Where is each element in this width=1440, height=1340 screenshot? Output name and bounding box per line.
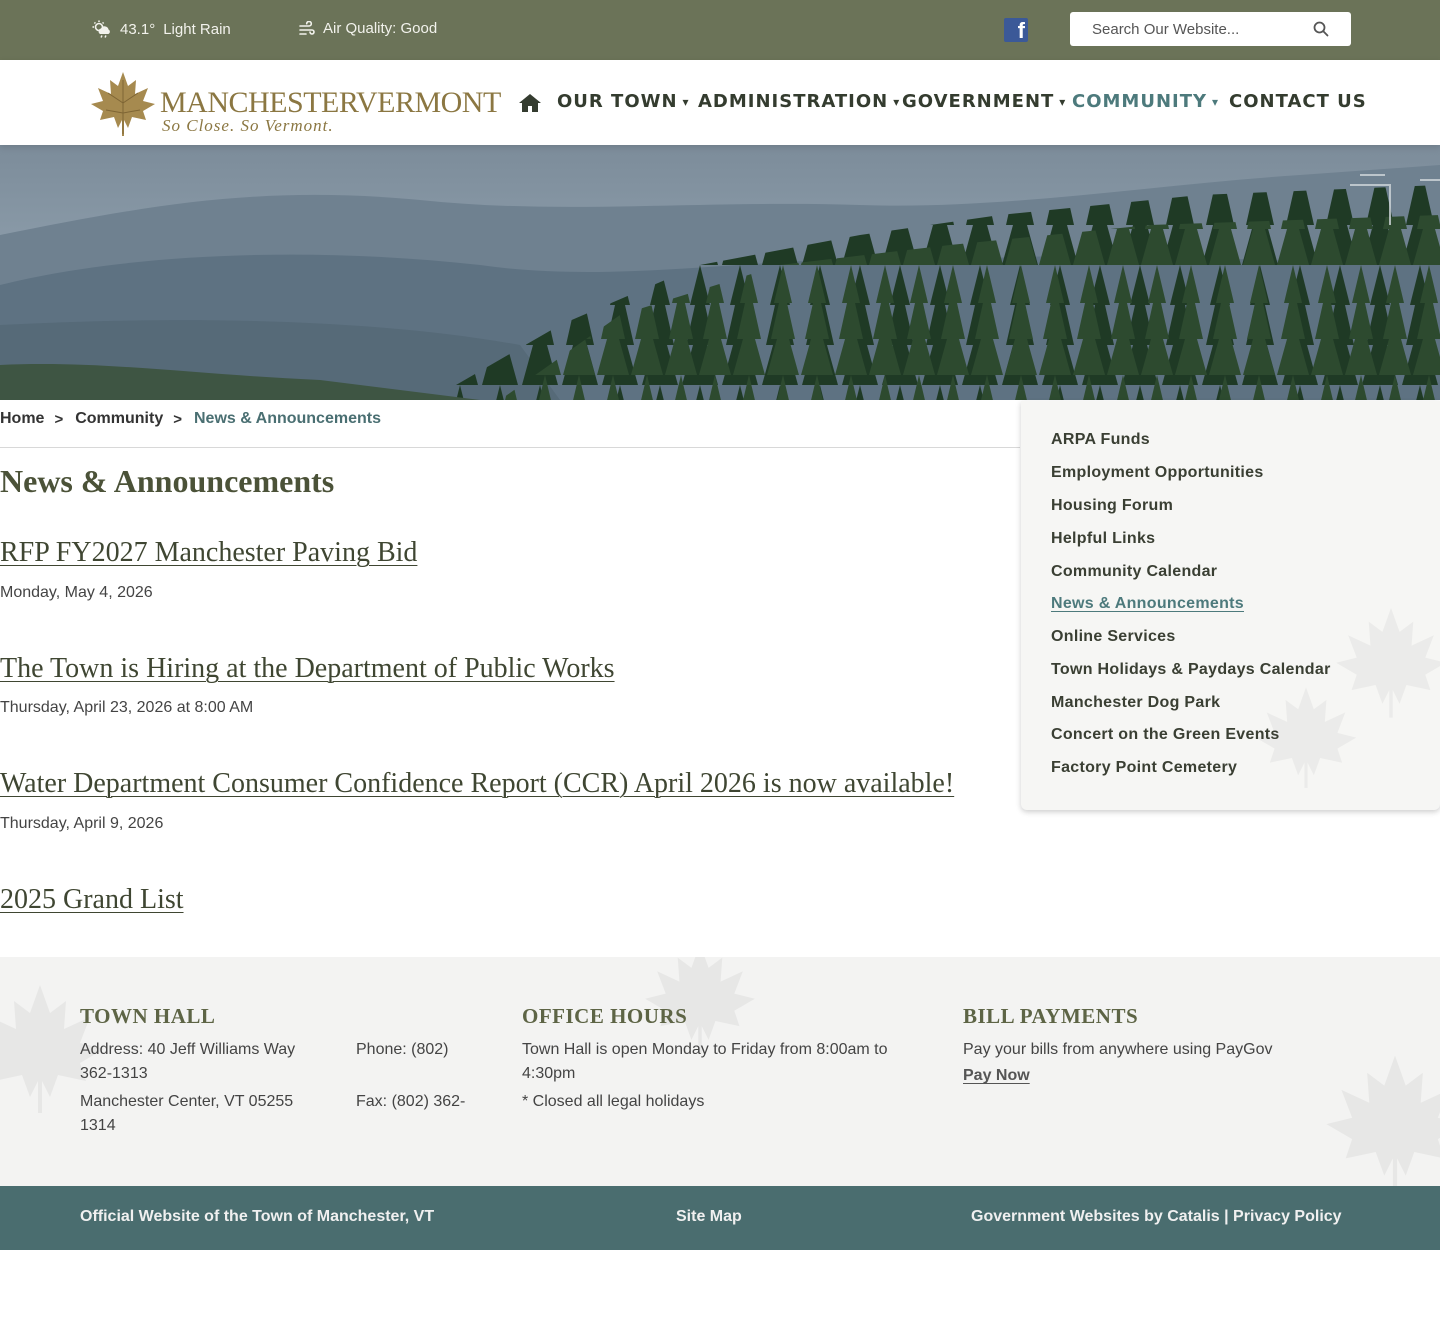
site-logo[interactable] xyxy=(88,68,501,138)
site-header xyxy=(0,60,1440,145)
nav-government[interactable]: GOVERNMENT ▾ xyxy=(902,91,1067,112)
weather-temp: 43.1° xyxy=(120,20,156,38)
logo-name: MANCHESTERVERMONT xyxy=(160,86,501,119)
wind-icon xyxy=(299,21,315,37)
office-hours-note: * Closed all legal holidays xyxy=(522,1093,705,1110)
news-item-title[interactable]: The Town is Hiring at the Department of Public Works xyxy=(0,653,615,684)
sidebar-item-online-services[interactable]: Online Services xyxy=(1051,628,1176,645)
sidebar-item-employment[interactable]: Employment Opportunities xyxy=(1051,464,1264,481)
air-quality-text: Air Quality: Good xyxy=(323,20,438,37)
official-website-text: Official Website of the Town of Manchester, VT xyxy=(80,1208,435,1225)
footer xyxy=(0,957,1440,1186)
logo-tagline: So Close. So Vermont. xyxy=(162,116,334,135)
site-map-link[interactable]: Site Map xyxy=(676,1208,742,1225)
news-item-date: Thursday, April 23, 2026 at 8:00 AM xyxy=(0,699,254,716)
sidebar-item-community-calendar[interactable]: Community Calendar xyxy=(1051,563,1218,580)
news-item-title[interactable]: RFP FY2027 Manchester Paving Bid xyxy=(0,537,418,568)
footer-heading-town-hall: TOWN HALL xyxy=(80,1004,216,1028)
sidebar-nav xyxy=(1021,401,1440,810)
sidebar-item-arpa-funds[interactable]: ARPA Funds xyxy=(1051,431,1150,448)
pay-now-link[interactable]: Pay Now xyxy=(963,1067,1030,1084)
town-hall-fax: Fax: (802) 362-1314 xyxy=(80,1093,466,1134)
breadcrumb-community[interactable]: Community xyxy=(75,410,164,427)
sidebar-item-cemetery[interactable]: Factory Point Cemetery xyxy=(1051,759,1238,776)
town-hall-address-line2: Manchester Center, VT 05255 xyxy=(80,1093,294,1110)
nav-our-town[interactable]: OUR TOWN ▾ xyxy=(557,91,690,112)
nav-contact-us[interactable]: CONTACT US xyxy=(1229,91,1367,112)
search-icon[interactable] xyxy=(1313,21,1329,37)
town-hall-phone: Phone: (802) 362-1313 xyxy=(80,1041,449,1082)
sidebar-item-helpful-links[interactable]: Helpful Links xyxy=(1051,530,1156,547)
maple-leaf-icon xyxy=(88,68,158,138)
home-icon[interactable] xyxy=(518,93,542,113)
page-title: News & Announcements xyxy=(0,463,335,499)
facebook-icon[interactable]: f xyxy=(1004,18,1028,42)
news-item-title[interactable]: 2025 Grand List xyxy=(0,884,184,915)
footer-heading-office-hours: OFFICE HOURS xyxy=(522,1004,688,1028)
weather-rain-icon xyxy=(92,20,112,38)
caret-down-icon: ▾ xyxy=(893,94,901,109)
town-hall-address-line1: Address: 40 Jeff Williams Way xyxy=(80,1041,296,1058)
weather-desc: Light Rain xyxy=(163,20,231,38)
office-hours-text: Town Hall is open Monday to Friday from 8:00am to 4:30pm xyxy=(522,1041,888,1082)
maple-leaf-icon xyxy=(1320,1047,1440,1186)
caret-down-icon: ▾ xyxy=(682,94,690,109)
breadcrumb-current: News & Announcements xyxy=(193,410,381,427)
nav-administration[interactable]: ADMINISTRATION ▾ xyxy=(698,91,901,112)
caret-down-icon: ▾ xyxy=(1212,94,1220,109)
news-item-title[interactable]: Water Department Consumer Confidence Report (CCR) April 2026 is now available! xyxy=(0,768,955,799)
divider xyxy=(0,447,1020,448)
sidebar-item-concert[interactable]: Concert on the Green Events xyxy=(1051,726,1280,743)
bottom-bar xyxy=(0,1186,1440,1250)
top-utility-bar xyxy=(0,0,1440,60)
search-box xyxy=(1070,12,1351,46)
news-item-date: Thursday, April 9, 2026 xyxy=(0,815,164,832)
sidebar-item-holidays[interactable]: Town Holidays & Paydays Calendar xyxy=(1051,661,1331,678)
news-item-date: Monday, May 4, 2026 xyxy=(0,584,153,601)
breadcrumb-home[interactable]: Home xyxy=(0,410,45,427)
credits-privacy-link[interactable]: Government Websites by Catalis | Privacy Policy xyxy=(971,1208,1342,1225)
breadcrumb xyxy=(0,410,381,428)
weather-widget xyxy=(92,20,231,38)
caret-down-icon: ▾ xyxy=(1059,94,1067,109)
sidebar-item-dog-park[interactable]: Manchester Dog Park xyxy=(1051,694,1221,711)
air-quality-widget xyxy=(299,20,437,37)
sidebar-item-news[interactable]: News & Announcements xyxy=(1051,595,1244,612)
nav-community[interactable]: COMMUNITY ▾ xyxy=(1072,91,1220,112)
sidebar-item-housing-forum[interactable]: Housing Forum xyxy=(1051,497,1174,514)
bill-payments-text: Pay your bills from anywhere using PayGov xyxy=(963,1041,1273,1058)
footer-heading-bill-payments: BILL PAYMENTS xyxy=(963,1004,1139,1028)
hero-banner-image xyxy=(0,145,1440,400)
breadcrumb-separator: > xyxy=(54,410,64,428)
search-input[interactable] xyxy=(1070,21,1300,38)
breadcrumb-separator: > xyxy=(173,410,182,428)
